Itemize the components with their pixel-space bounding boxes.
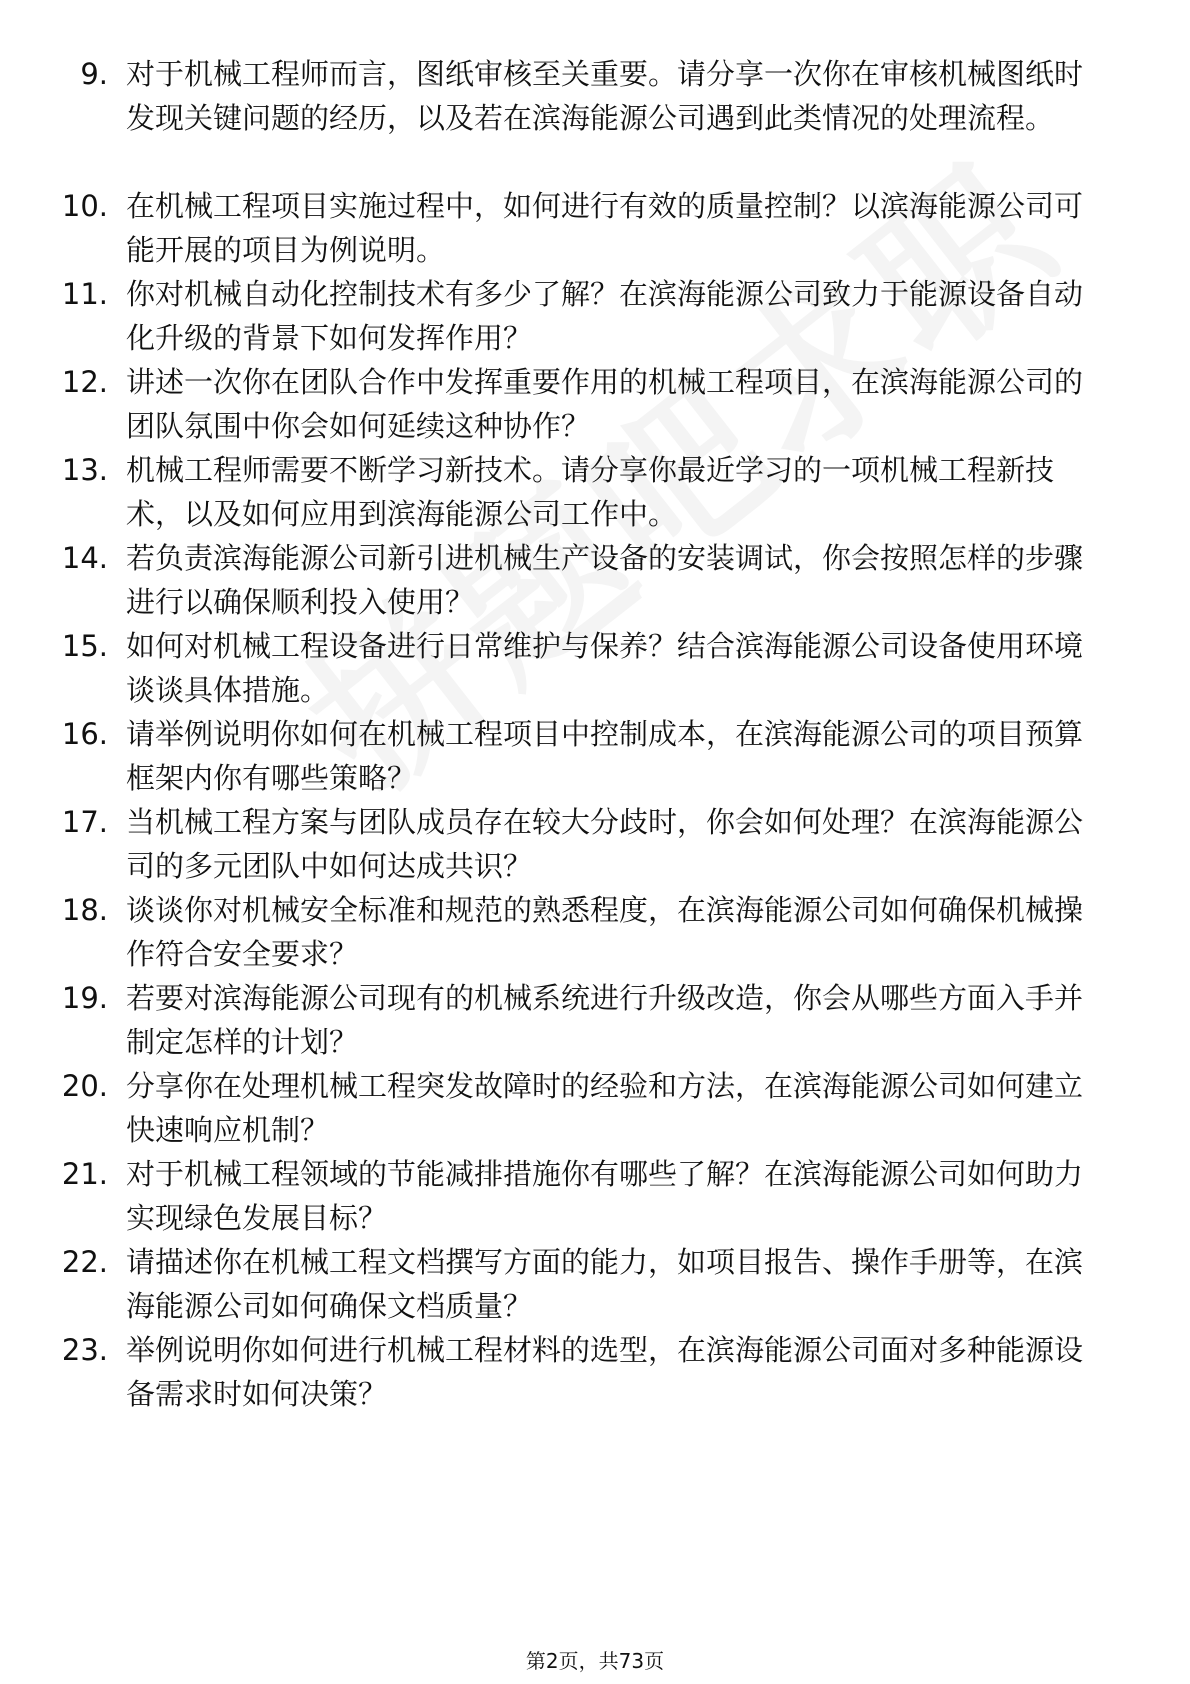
question-text: 对于机械工程领域的节能减排措施你有哪些了解？在滨海能源公司如何助力实现绿色发展目标？ <box>126 1157 1084 1235</box>
question-number: 19. <box>61 981 108 1015</box>
question-text: 对于机械工程师而言，图纸审核至关重要。请分享一次你在审核机械图纸时发现关键问题的经历，以及若在滨海能源公司遇到此类情况的处理流程。 <box>126 57 1084 135</box>
question-number: 13. <box>61 453 108 487</box>
question-text: 分享你在处理机械工程突发故障时的经验和方法，在滨海能源公司如何建立快速响应机制？ <box>126 1069 1084 1147</box>
question-number: 20. <box>61 1069 108 1103</box>
question-text: 你对机械自动化控制技术有多少了解？在滨海能源公司致力于能源设备自动化升级的背景下如何发挥作用？ <box>126 277 1084 355</box>
question-text: 请描述你在机械工程文档撰写方面的能力，如项目报告、操作手册等，在滨海能源公司如何确保文档质量？ <box>126 1245 1084 1323</box>
question-text: 机械工程师需要不断学习新技术。请分享你最近学习的一项机械工程新技术，以及如何应用到滨海能源公司工作中。 <box>126 453 1055 531</box>
question-text: 请举例说明你如何在机械工程项目中控制成本，在滨海能源公司的项目预算框架内你有哪些策略？ <box>126 717 1084 795</box>
question-number: 11. <box>61 277 108 311</box>
question-text: 谈谈你对机械安全标准和规范的熟悉程度，在滨海能源公司如何确保机械操作符合安全要求？ <box>126 893 1084 971</box>
question-number: 22. <box>61 1245 108 1279</box>
question-number: 17. <box>61 805 108 839</box>
question-number: 14. <box>61 541 108 575</box>
question-number: 15. <box>61 629 108 663</box>
question-text: 举例说明你如何进行机械工程材料的选型，在滨海能源公司面对多种能源设备需求时如何决策？ <box>126 1333 1084 1411</box>
question-number: 18. <box>61 893 108 927</box>
question-text: 讲述一次你在团队合作中发挥重要作用的机械工程项目，在滨海能源公司的团队氛围中你会如何延续这种协作？ <box>126 365 1084 443</box>
question-number: 23. <box>61 1333 108 1367</box>
question-text: 在机械工程项目实施过程中，如何进行有效的质量控制？以滨海能源公司可能开展的项目为例说明。 <box>126 189 1084 267</box>
question-text: 若要对滨海能源公司现有的机械系统进行升级改造，你会从哪些方面入手并制定怎样的计划？ <box>126 981 1084 1059</box>
question-number: 9. <box>80 57 108 91</box>
question-text: 当机械工程方案与团队成员存在较大分歧时，你会如何处理？在滨海能源公司的多元团队中如何达成共识？ <box>126 805 1084 883</box>
question-text: 如何对机械工程设备进行日常维护与保养？结合滨海能源公司设备使用环境谈谈具体措施。 <box>126 629 1084 707</box>
question-number: 12. <box>61 365 108 399</box>
question-number: 21. <box>61 1157 108 1191</box>
question-number: 16. <box>61 717 108 751</box>
page-footer: 第2页，共73页 <box>525 1649 665 1673</box>
question-text: 若负责滨海能源公司新引进机械生产设备的安装调试，你会按照怎样的步骤进行以确保顺利投入使用？ <box>126 541 1084 619</box>
question-number: 10. <box>61 189 108 223</box>
